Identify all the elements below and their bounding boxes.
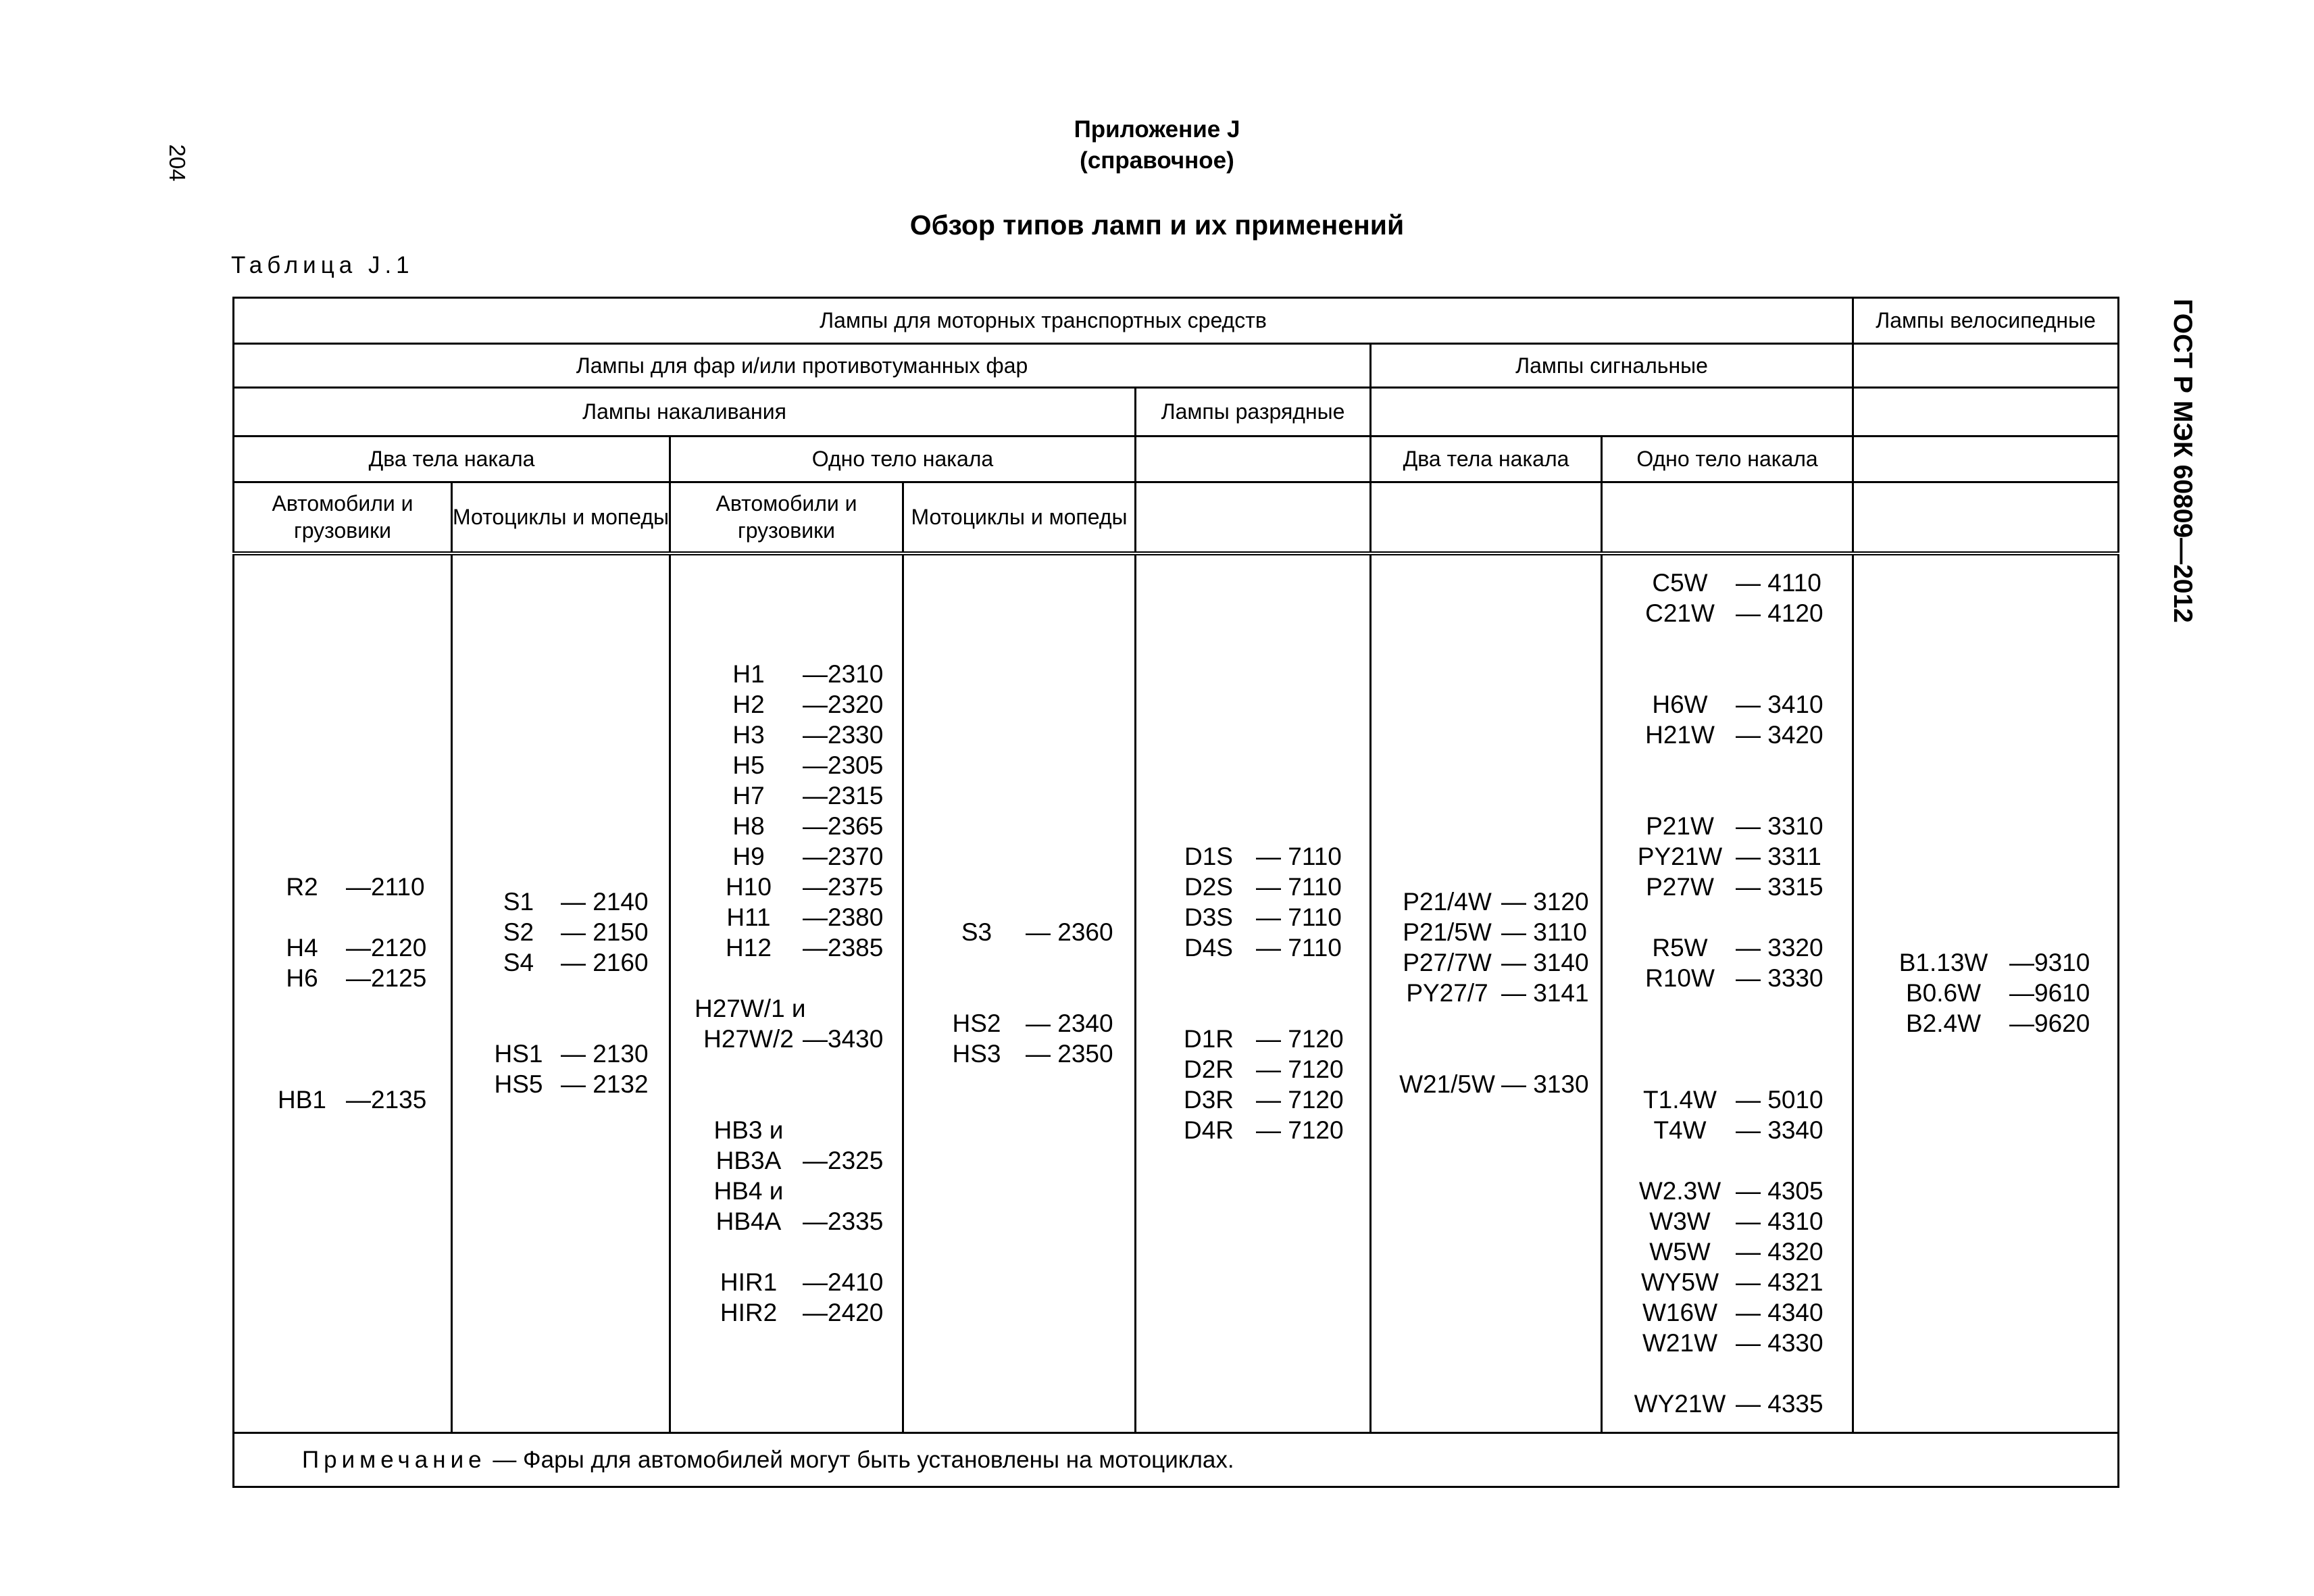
lamp-number: — 5010	[1736, 1085, 1823, 1114]
lamp-code: R10W	[1645, 964, 1715, 992]
lamp-code: PY27/7	[1406, 979, 1488, 1007]
header-one-filament: Одно тело накала	[670, 437, 1136, 482]
lamp-entry	[1393, 918, 1601, 948]
lamp-code: P21W	[1646, 812, 1714, 840]
lamp-number: —2110	[346, 872, 425, 901]
row-gap	[695, 963, 902, 993]
lamp-number: — 2350	[1026, 1040, 1113, 1068]
header-empty-cell	[1853, 482, 2119, 553]
row-gap	[1624, 993, 1852, 1024]
lamp-code: H5	[732, 751, 765, 779]
lamp-entry	[1161, 1084, 1369, 1115]
header-empty-cell	[1853, 344, 2119, 388]
lamp-entry	[1624, 963, 1852, 993]
lamp-entry	[1393, 948, 1601, 978]
lamp-list-moto-one-filament	[903, 553, 1136, 1433]
lamp-number: — 3330	[1736, 964, 1823, 992]
lamp-number: — 4305	[1736, 1176, 1823, 1205]
lamp-number: — 4120	[1736, 599, 1823, 627]
lamp-code: H27W/1 и	[695, 994, 806, 1022]
lamp-number: —2120	[346, 933, 427, 962]
lamp-entry	[1624, 1084, 1852, 1115]
lamp-entry	[1161, 1115, 1369, 1145]
lamp-number: —9620	[2009, 1009, 2090, 1038]
lamp-entry	[1878, 1009, 2117, 1039]
lamp-code: HS2	[952, 1009, 1001, 1038]
lamp-code: H6	[286, 964, 318, 992]
lamp-code: W16W	[1642, 1298, 1717, 1326]
lamp-code: D4R	[1183, 1116, 1234, 1144]
lamp-code: PY21W	[1637, 842, 1723, 870]
lamp-code: P21/4W	[1403, 888, 1492, 916]
lamp-entry	[695, 780, 902, 811]
lamp-entry	[695, 932, 902, 963]
row-gap	[476, 1009, 669, 1039]
lamp-code: S4	[503, 949, 534, 977]
lamp-code: H7	[732, 781, 765, 809]
lamp-list-signal-two-filament	[1371, 553, 1602, 1433]
lamp-code: P27/7W	[1403, 949, 1492, 977]
lamp-entry	[695, 872, 902, 902]
lamp-number: —9310	[2009, 949, 2090, 977]
lamp-entry	[928, 1039, 1134, 1070]
header-cars-trucks: Автомобили и грузовики	[670, 482, 903, 553]
lamp-code: H6W	[1652, 690, 1708, 718]
lamp-code: D2S	[1184, 872, 1233, 901]
lamp-number: — 7120	[1256, 1085, 1344, 1114]
lamp-code: W5W	[1649, 1237, 1711, 1266]
row-gap	[1161, 993, 1369, 1024]
row-gap	[476, 978, 669, 1009]
appendix-status: (справочное)	[1080, 147, 1234, 174]
header-empty-cell	[1136, 482, 1371, 553]
row-gap	[1393, 1009, 1601, 1039]
lamp-entry	[695, 750, 902, 780]
lamp-list-cars-two-filament	[234, 553, 452, 1433]
lamp-entry	[1878, 978, 2117, 1009]
lamp-list-moto-two-filament	[452, 553, 670, 1433]
lamp-code: HIR1	[720, 1268, 778, 1296]
row-gap	[1624, 902, 1852, 932]
lamp-entry	[1161, 872, 1369, 902]
row-gap	[1624, 628, 1852, 659]
lamp-number: — 3130	[1501, 1070, 1589, 1099]
lamp-code: H9	[732, 842, 765, 870]
row-gap	[928, 978, 1134, 1009]
lamp-code: HB4 и	[713, 1176, 784, 1205]
lamp-entry	[1624, 1297, 1852, 1328]
header-motorcycles: Мотоциклы и мопеды	[452, 482, 670, 553]
lamp-entry	[1624, 568, 1852, 598]
lamp-number: — 2150	[561, 918, 649, 947]
lamp-code: WY21W	[1634, 1389, 1726, 1418]
lamp-number: — 2130	[561, 1040, 649, 1068]
lamp-code: C5W	[1652, 568, 1708, 597]
row-gap	[1624, 659, 1852, 689]
lamp-number: — 3140	[1501, 949, 1589, 977]
lamp-number: — 4320	[1736, 1237, 1823, 1266]
row-gap	[258, 1024, 451, 1054]
header-empty-cell	[1853, 388, 2119, 437]
row-gap	[1161, 963, 1369, 993]
header-two-filament: Два тела накала	[234, 437, 670, 482]
lamp-code: H3	[732, 720, 765, 749]
lamp-entry	[695, 811, 902, 841]
lamp-entry	[695, 720, 902, 750]
row-gap	[1624, 780, 1852, 811]
lamp-entry	[695, 993, 902, 1024]
lamp-entry	[1393, 887, 1601, 918]
page-title: Обзор типов ламп и их применений	[909, 209, 1405, 241]
lamp-entry	[695, 689, 902, 720]
lamp-entry	[1624, 720, 1852, 750]
lamp-number: —2330	[803, 720, 884, 749]
lamp-number: —2410	[803, 1268, 884, 1296]
lamp-entry	[1161, 932, 1369, 963]
lamp-number: —2385	[803, 933, 884, 962]
header-empty-cell	[1371, 388, 1853, 437]
lamp-entry	[1878, 948, 2117, 978]
lamp-number: —9610	[2009, 979, 2090, 1007]
header-motorcycles: Мотоциклы и мопеды	[903, 482, 1136, 553]
row-gap	[928, 948, 1134, 978]
lamp-number: — 7110	[1256, 842, 1342, 870]
lamp-types-table	[232, 297, 2119, 1488]
row-gap	[695, 1054, 902, 1084]
lamp-entry	[476, 948, 669, 978]
lamp-code: H4	[286, 933, 318, 962]
lamp-entry	[695, 659, 902, 689]
lamp-number: —2315	[803, 781, 884, 809]
lamp-entry	[1624, 872, 1852, 902]
lamp-code: D4S	[1184, 933, 1233, 962]
row-gap	[258, 993, 451, 1024]
lamp-number: —2325	[803, 1146, 884, 1174]
lamp-entry	[476, 887, 669, 918]
lamp-number: —2125	[346, 964, 427, 992]
lamp-number: — 3410	[1736, 690, 1823, 718]
lamp-number: — 7120	[1256, 1024, 1344, 1053]
appendix-heading: Приложение J	[1074, 116, 1240, 143]
lamp-code: P21/5W	[1403, 918, 1492, 947]
lamp-number: —2335	[803, 1207, 884, 1235]
lamp-code: HB1	[278, 1085, 326, 1114]
lamp-code: B2.4W	[1906, 1009, 1982, 1038]
lamp-number: — 3120	[1501, 888, 1589, 916]
header-discharge: Лампы разрядные	[1136, 388, 1371, 437]
lamp-entry	[1624, 841, 1852, 872]
lamp-entry	[1624, 811, 1852, 841]
lamp-code: T4W	[1653, 1116, 1707, 1144]
lamp-number: — 4340	[1736, 1298, 1823, 1326]
standard-designation: ГОСТ Р МЭК 60809—2012	[2168, 299, 2197, 623]
lamp-entry	[1624, 1206, 1852, 1237]
row-gap	[1624, 1054, 1852, 1084]
lamp-number: — 4310	[1736, 1207, 1823, 1235]
lamp-code: WY5W	[1640, 1268, 1719, 1296]
lamp-entry	[928, 1009, 1134, 1039]
lamp-entry	[1624, 689, 1852, 720]
lamp-entry	[1624, 1267, 1852, 1297]
header-empty-cell	[1602, 482, 1853, 553]
lamp-entry	[1624, 1237, 1852, 1267]
header-empty-cell	[1371, 482, 1602, 553]
lamp-entry	[695, 1145, 902, 1176]
note-label: Примечание	[302, 1446, 486, 1473]
lamp-number: — 4330	[1736, 1328, 1823, 1357]
lamp-entry	[1624, 1328, 1852, 1358]
lamp-number: — 2340	[1026, 1009, 1113, 1038]
lamp-entry	[476, 1070, 669, 1100]
lamp-entry	[258, 932, 451, 963]
lamp-code: D1S	[1184, 842, 1233, 870]
lamp-number: —3430	[803, 1024, 884, 1053]
lamp-code: D3S	[1184, 903, 1233, 931]
header-signal-two-filament: Два тела накала	[1371, 437, 1602, 482]
lamp-code: B1.13W	[1898, 949, 1988, 977]
lamp-number: — 4335	[1736, 1389, 1823, 1418]
lamp-entry	[476, 918, 669, 948]
lamp-code: HB3A	[715, 1146, 782, 1174]
lamp-number: — 3310	[1736, 812, 1823, 840]
header-cars-trucks: Автомобили и грузовики	[234, 482, 452, 553]
lamp-entry	[476, 1039, 669, 1070]
lamp-code: H8	[732, 812, 765, 840]
lamp-code: HS1	[494, 1040, 543, 1068]
lamp-number: — 2360	[1026, 918, 1113, 947]
lamp-number: — 2132	[561, 1070, 649, 1099]
lamp-code: S1	[503, 888, 534, 916]
lamp-code: T1.4W	[1643, 1085, 1717, 1114]
lamp-code: W21W	[1642, 1328, 1717, 1357]
lamp-entry	[1161, 841, 1369, 872]
lamp-number: — 3141	[1501, 979, 1589, 1007]
lamp-entry	[695, 1176, 902, 1206]
lamp-number: —2310	[803, 659, 884, 688]
row-gap	[258, 902, 451, 932]
lamp-number: — 4110	[1736, 568, 1821, 597]
lamp-entry	[1161, 1024, 1369, 1054]
lamp-code: H12	[726, 933, 772, 962]
lamp-code: W21/5W	[1399, 1070, 1495, 1099]
lamp-entry	[695, 1297, 902, 1328]
lamp-code: D1R	[1183, 1024, 1234, 1053]
lamp-number: — 2140	[561, 888, 649, 916]
lamp-code: R2	[286, 872, 318, 901]
lamp-code: B0.6W	[1906, 979, 1982, 1007]
lamp-list-signal-one-filament	[1602, 553, 1853, 1433]
lamp-code: HB4A	[715, 1207, 782, 1235]
lamp-code: HS5	[494, 1070, 543, 1099]
lamp-entry	[695, 1267, 902, 1297]
header-incandescent: Лампы накаливания	[234, 388, 1136, 437]
lamp-number: — 4321	[1736, 1268, 1823, 1296]
lamp-entry	[1393, 978, 1601, 1009]
header-signal-lamps: Лампы сигнальные	[1371, 344, 1853, 388]
lamp-number: —2320	[803, 690, 884, 718]
lamp-number: — 7110	[1256, 872, 1342, 901]
lamp-list-cars-one-filament	[670, 553, 903, 1433]
header-signal-one-filament: Одно тело накала	[1602, 437, 1853, 482]
lamp-number: —2420	[803, 1298, 884, 1326]
lamp-number: — 3420	[1736, 720, 1823, 749]
lamp-entry	[258, 872, 451, 902]
lamp-code: H1	[732, 659, 765, 688]
lamp-number: — 3315	[1736, 872, 1823, 901]
lamp-code: D3R	[1183, 1085, 1234, 1114]
lamp-code: S2	[503, 918, 534, 947]
row-gap	[1624, 750, 1852, 780]
row-gap	[1393, 1039, 1601, 1070]
lamp-number: —2375	[803, 872, 884, 901]
lamp-code: HIR2	[720, 1298, 778, 1326]
lamp-number: —2365	[803, 812, 884, 840]
lamp-number: —2135	[346, 1085, 427, 1114]
lamp-entry	[695, 902, 902, 932]
lamp-number: — 3340	[1736, 1116, 1823, 1144]
lamp-number: — 3110	[1501, 918, 1587, 947]
lamp-entry	[695, 1024, 902, 1054]
lamp-number: — 7120	[1256, 1116, 1344, 1144]
lamp-list-discharge	[1136, 553, 1371, 1433]
lamp-number: — 7110	[1256, 933, 1342, 962]
row-gap	[695, 1084, 902, 1115]
lamp-entry	[1624, 1115, 1852, 1145]
header-motor-lamps: Лампы для моторных транспортных средств	[234, 298, 1853, 344]
lamp-number: — 2160	[561, 949, 649, 977]
header-empty-cell	[1136, 437, 1371, 482]
lamp-code: C21W	[1645, 599, 1715, 627]
lamp-code: R5W	[1652, 933, 1708, 962]
lamp-number: — 7120	[1256, 1055, 1344, 1083]
lamp-code: H11	[726, 903, 771, 931]
lamp-code: P27W	[1646, 872, 1714, 901]
lamp-code: H21W	[1645, 720, 1715, 749]
lamp-entry	[1624, 932, 1852, 963]
row-gap	[1624, 1024, 1852, 1054]
lamp-list-bicycle	[1853, 553, 2119, 1433]
row-gap	[1624, 1145, 1852, 1176]
lamp-number: — 3320	[1736, 933, 1823, 962]
lamp-entry	[258, 1084, 451, 1115]
lamp-code: D2R	[1183, 1055, 1234, 1083]
lamp-entry	[1161, 902, 1369, 932]
lamp-entry	[1624, 1176, 1852, 1206]
lamp-code: HB3 и	[713, 1116, 784, 1144]
lamp-entry	[258, 963, 451, 993]
lamp-code: W2.3W	[1638, 1176, 1721, 1205]
lamp-number: —2305	[803, 751, 884, 779]
lamp-entry	[1624, 598, 1852, 628]
row-gap	[258, 1054, 451, 1084]
lamp-entry	[695, 1206, 902, 1237]
page-number: 204	[165, 144, 190, 182]
lamp-entry	[1161, 1054, 1369, 1084]
header-headlamps: Лампы для фар и/или противотуманных фар	[234, 344, 1371, 388]
lamp-entry	[1624, 1389, 1852, 1419]
lamp-code: H2	[732, 690, 765, 718]
lamp-entry	[695, 841, 902, 872]
lamp-code: S3	[961, 918, 992, 947]
lamp-code: HS3	[952, 1040, 1001, 1068]
lamp-entry	[928, 918, 1134, 948]
lamp-code: H27W/2	[703, 1024, 794, 1053]
lamp-number: —2370	[803, 842, 884, 870]
lamp-entry	[695, 1115, 902, 1145]
table-note	[234, 1433, 2119, 1487]
table-caption: Таблица J.1	[231, 252, 414, 278]
header-empty-cell	[1853, 437, 2119, 482]
lamp-code: H10	[726, 872, 772, 901]
row-gap	[1624, 1358, 1852, 1389]
row-gap	[695, 1237, 902, 1267]
lamp-code: W3W	[1649, 1207, 1711, 1235]
header-bicycle-lamps: Лампы велосипедные	[1853, 298, 2119, 344]
lamp-entry	[1393, 1070, 1601, 1100]
lamp-number: — 3311	[1736, 842, 1821, 870]
note-text: — Фары для автомобилей могут быть установлены на мотоциклах.	[486, 1446, 1234, 1473]
lamp-number: —2380	[803, 903, 884, 931]
lamp-number: — 7110	[1256, 903, 1342, 931]
